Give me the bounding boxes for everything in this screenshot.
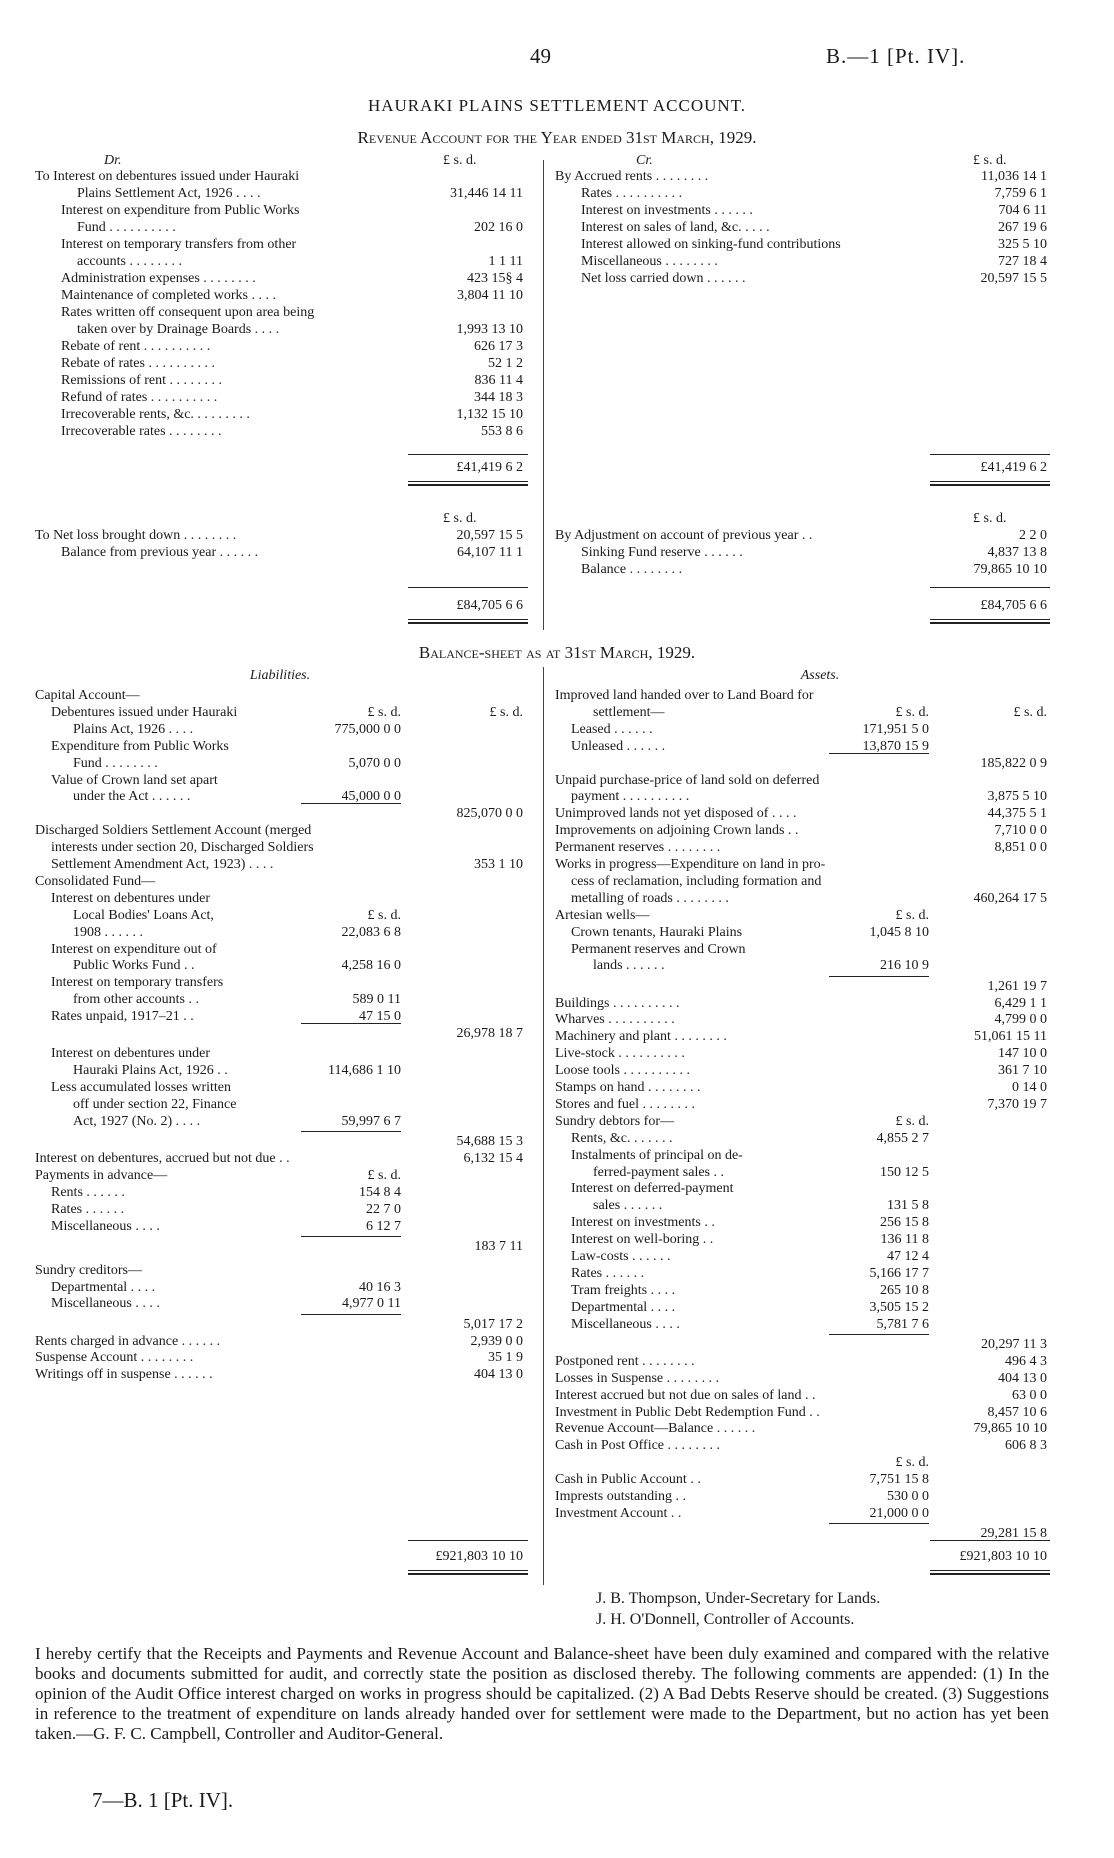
cr2-item-amount: 2 2 0 (1019, 528, 1047, 543)
liability-text: Interest on temporary transfers (51, 975, 224, 991)
liability-sub-amount: 4,977 0 11 (342, 1296, 401, 1312)
cr2-total-rule (930, 619, 1050, 620)
asset-amount: 79,865 10 10 (973, 1421, 1047, 1437)
dr-item-text: Interest on expenditure from Public Works (61, 203, 300, 218)
asset-text: Rents, &c. . . . . . . (571, 1130, 673, 1146)
asset-sub-amount: 131 5 8 (887, 1198, 929, 1214)
asset-text: settlement— (593, 704, 665, 720)
liability-text: Writings off in suspense . . . . . . (35, 1367, 213, 1383)
asset-sub-amount: 216 10 9 (880, 958, 929, 974)
asset-amount: £ s. d. (1013, 704, 1047, 720)
asset-text: Departmental . . . . (571, 1299, 676, 1315)
asset-text: Law-costs . . . . . . (571, 1249, 671, 1265)
asset-amount: 44,375 5 1 (987, 806, 1047, 822)
subtotal-rule (829, 753, 929, 754)
dr-item-text: Administration expenses . . . . . . . . (61, 271, 256, 286)
page-number: 49 (530, 44, 551, 68)
dr-item-text: Fund . . . . . . . . . . (77, 220, 176, 235)
liability-amount: 6,132 15 4 (463, 1151, 523, 1167)
dr-label: Dr. (104, 153, 122, 168)
liability-amount: 404 13 0 (474, 1367, 523, 1383)
assets-total-rule-top (930, 1540, 1050, 1541)
liability-text: Interest on debentures under (51, 890, 210, 906)
dr-item-amount: 836 11 4 (474, 373, 523, 388)
dr-item-amount: 3,804 11 10 (457, 288, 523, 303)
dr-item-text: Rebate of rent . . . . . . . . . . (61, 339, 211, 354)
dr-item-text: accounts . . . . . . . . (77, 254, 182, 269)
dr-total: £41,419 6 2 (456, 460, 523, 475)
liability-amount: 26,978 18 7 (456, 1026, 523, 1041)
cr-item-text: By Accrued rents . . . . . . . . (555, 169, 709, 184)
asset-text: Cash in Post Office . . . . . . . . (555, 1438, 721, 1454)
asset-text: Loose tools . . . . . . . . . . (555, 1063, 690, 1079)
asset-text: Rates . . . . . . (571, 1265, 645, 1281)
balance-sheet-subtitle: Balance-sheet as at 31st March, 1929. (418, 643, 696, 662)
liability-sub-amount: 59,997 6 7 (341, 1113, 401, 1129)
asset-sub-amount: 13,870 15 9 (862, 738, 929, 754)
cr-item-text: Interest on investments . . . . . . (581, 203, 753, 218)
asset-text: Interest on deferred-payment (571, 1181, 734, 1197)
asset-text: Miscellaneous . . . . (571, 1316, 680, 1332)
asset-text: Buildings . . . . . . . . . . (555, 995, 680, 1011)
asset-text: Stores and fuel . . . . . . . . (555, 1096, 695, 1112)
liability-text: Consolidated Fund— (35, 873, 156, 889)
asset-sub-amount: 7,751 15 8 (869, 1472, 929, 1488)
dr2-item-amount: 20,597 15 5 (456, 528, 523, 543)
asset-text: Revenue Account—Balance . . . . . . (555, 1421, 756, 1437)
subtotal-rule (301, 803, 401, 804)
asset-sub-amount: 1,045 8 10 (869, 924, 929, 940)
liability-sub-amount: 22 7 0 (366, 1201, 401, 1217)
dr2-item-amount: 64,107 11 1 (457, 545, 523, 560)
asset-text: Interest on well-boring . . (571, 1232, 714, 1248)
asset-sub-amount: 3,505 15 2 (869, 1299, 929, 1315)
dr-item-text: Rates written off consequent upon area being (61, 305, 315, 320)
liability-text: interests under section 20, Discharged Soldiers (51, 840, 314, 856)
cr-item-amount: 325 5 10 (998, 237, 1047, 252)
cr-item-amount: 20,597 15 5 (980, 271, 1047, 286)
liability-text: from other accounts . . (73, 992, 199, 1008)
liability-text: Capital Account— (35, 688, 140, 703)
liability-sub-amount: 775,000 0 0 (334, 721, 401, 737)
document-reference: B.—1 [Pt. IV]. (826, 44, 966, 68)
liab-total-rule-top (408, 1540, 528, 1541)
cr-subtotal-rule (930, 454, 1050, 455)
liability-text: Miscellaneous . . . . (51, 1218, 160, 1234)
asset-text: Leased . . . . . . (571, 721, 653, 737)
dr-item-amount: 202 16 0 (474, 220, 523, 235)
revenue-subtitle: Revenue Account for the Year ended 31st March, 1929. (357, 128, 757, 147)
asset-text: payment . . . . . . . . . . (571, 789, 690, 805)
dr-item-text: Plains Settlement Act, 1926 . . . . (77, 186, 261, 201)
dr-total-rule (408, 481, 528, 482)
asset-sub-amount: 47 12 4 (887, 1249, 929, 1265)
liability-text: Debentures issued under Hauraki (51, 704, 238, 720)
asset-text: Machinery and plant . . . . . . . . (555, 1029, 727, 1045)
liability-amount: 825,070 0 0 (456, 806, 523, 822)
liability-text: Sundry creditors— (35, 1262, 142, 1278)
audit-certificate: I hereby certify that the Receipts and Payments and Revenue Account and Balance-sheet have been duly examined and compared with the relative books and documents submitted for audit, and correctly state the position as disclosed thereby. The following comments are appended: (1) In the opinion of the Audit Office interest charged on works in progress should be capitalized. (2) A Bad Debts Reserve should be created. (3) Suggestions in reference to the treatment of expenditure on lands already handed over for settlement were made to the Department, but no action has yet been taken.—G. F. C. Campbell, Controller and Auditor-General. (35, 1644, 1049, 1743)
liability-text: Plains Act, 1926 . . . . (73, 721, 194, 737)
asset-sub-amount: £ s. d. (895, 907, 929, 923)
asset-amount: 185,822 0 9 (980, 755, 1047, 771)
dr-item-text: Rebate of rates . . . . . . . . . . (61, 356, 215, 371)
liability-text: Public Works Fund . . (73, 958, 195, 974)
asset-amount: 20,297 11 3 (981, 1336, 1047, 1352)
liability-sub-amount: 22,083 6 8 (341, 924, 401, 940)
liability-sub-amount: 114,686 1 10 (328, 1063, 401, 1079)
liability-text: Interest on debentures, accrued but not due . . (35, 1151, 290, 1167)
liab-total-rule (408, 1570, 528, 1571)
subtotal-rule (301, 1236, 401, 1237)
liability-amount: 2,939 0 0 (470, 1333, 523, 1349)
asset-amount: 460,264 17 5 (973, 890, 1047, 906)
asset-text: Improvements on adjoining Crown lands . . (555, 823, 799, 839)
dr-item-text: Irrecoverable rates . . . . . . . . (61, 424, 222, 439)
dr-item-amount: 1,132 15 10 (456, 407, 523, 422)
asset-amount: 404 13 0 (998, 1370, 1047, 1386)
liability-text: Rates . . . . . . (51, 1201, 125, 1217)
asset-amount: 51,061 15 11 (974, 1029, 1047, 1045)
asset-amount: 4,799 0 0 (994, 1012, 1047, 1028)
liability-sub-amount: £ s. d. (367, 704, 401, 720)
liability-text: Payments in advance— (35, 1167, 168, 1183)
liability-amount: 54,688 15 3 (456, 1134, 523, 1150)
liability-text: Miscellaneous . . . . (51, 1296, 160, 1312)
dr2-total-rule (408, 622, 528, 624)
asset-text: Unimproved lands not yet disposed of . . . . (555, 806, 797, 822)
assets-total-rule (930, 1570, 1050, 1571)
cr-item-amount: 11,036 14 1 (981, 169, 1047, 184)
liability-text: Discharged Soldiers Settlement Account (merged (35, 823, 312, 839)
cr2-item-text: Sinking Fund reserve . . . . . . (581, 545, 743, 560)
dr-item-amount: 1,993 13 10 (456, 322, 523, 337)
dr-item-amount: 553 8 6 (481, 424, 523, 439)
asset-text: Sundry debtors for— (555, 1113, 674, 1129)
cr-total: £41,419 6 2 (980, 460, 1047, 475)
cr-item-text: Miscellaneous . . . . . . . . (581, 254, 718, 269)
cr2-item-amount: 79,865 10 10 (973, 562, 1047, 577)
dr-item-text: Refund of rates . . . . . . . . . . (61, 390, 218, 405)
liability-sub-amount: 45,000 0 0 (341, 789, 401, 805)
cr-col-head: £ s. d. (973, 153, 1007, 168)
asset-text: Investment in Public Debt Redemption Fund . . (555, 1404, 820, 1420)
cr-item-amount: 7,759 6 1 (994, 186, 1047, 201)
balance-divider (543, 667, 544, 1585)
dr-item-amount: 423 15§ 4 (467, 271, 523, 286)
liability-text: Rents charged in advance . . . . . . (35, 1333, 221, 1349)
asset-text: Unpaid purchase-price of land sold on deferred (555, 772, 820, 788)
asset-text: Interest accrued but not due on sales of land . . (555, 1387, 816, 1403)
asset-text: Artesian wells— (555, 907, 650, 923)
liability-text: Value of Crown land set apart (51, 772, 218, 788)
dr-item-text: Irrecoverable rents, &c. . . . . . . . . (61, 407, 250, 422)
liability-text: Expenditure from Public Works (51, 738, 229, 754)
liability-sub-amount: £ s. d. (367, 907, 401, 923)
asset-text: lands . . . . . . (593, 958, 665, 974)
liability-amount: 35 1 9 (488, 1350, 523, 1366)
asset-amount: 7,710 0 0 (994, 823, 1047, 839)
liability-text: Rents . . . . . . (51, 1184, 125, 1200)
asset-sub-amount: 171,951 5 0 (862, 721, 929, 737)
asset-text: Postponed rent . . . . . . . . (555, 1353, 695, 1369)
asset-amount: 0 14 0 (1012, 1080, 1047, 1096)
asset-sub-amount: 5,166 17 7 (869, 1265, 929, 1281)
dr2-item-text: Balance from previous year . . . . . . (61, 545, 259, 560)
liab-total-rule (408, 1573, 528, 1575)
asset-sub-amount: 136 11 8 (880, 1232, 929, 1248)
asset-amount: 361 7 10 (998, 1063, 1047, 1079)
asset-amount: 496 4 3 (1005, 1353, 1047, 1369)
cr2-subtotal-rule (930, 587, 1050, 588)
asset-sub-amount: 530 0 0 (887, 1489, 929, 1505)
liability-sub-amount: 6 12 7 (366, 1218, 401, 1234)
cr2-col-head: £ s. d. (973, 511, 1007, 526)
asset-text: Imprests outstanding . . (555, 1489, 687, 1505)
dr-item-amount: 31,446 14 11 (450, 186, 523, 201)
liability-text: Settlement Amendment Act, 1923) . . . . (51, 857, 274, 872)
cr-item-text: Net loss carried down . . . . . . (581, 271, 746, 286)
asset-sub-amount: £ s. d. (895, 1455, 929, 1471)
liabilities-total: £921,803 10 10 (435, 1549, 523, 1564)
cr-total-rule (930, 484, 1050, 486)
liability-sub-amount: 589 0 11 (352, 992, 401, 1008)
asset-text: Crown tenants, Hauraki Plains (571, 924, 743, 940)
asset-text: ferred-payment sales . . (593, 1164, 724, 1180)
cr-item-text: Rates . . . . . . . . . . (581, 186, 683, 201)
assets-total: £921,803 10 10 (959, 1549, 1047, 1564)
dr2-item-text: To Net loss brought down . . . . . . . . (35, 528, 237, 543)
dr-item-amount: 1 1 11 (488, 254, 523, 269)
cr2-total: £84,705 6 6 (980, 598, 1047, 613)
asset-text: Works in progress—Expenditure on land in pro- (555, 857, 826, 872)
cr2-total-rule (930, 622, 1050, 624)
liability-text: Hauraki Plains Act, 1926 . . (73, 1063, 228, 1079)
asset-sub-amount: 265 10 8 (880, 1282, 929, 1298)
subtotal-rule (301, 1131, 401, 1132)
cr2-item-text: By Adjustment on account of previous year . . (555, 528, 813, 543)
asset-amount: 8,851 0 0 (994, 840, 1047, 856)
liability-text: Act, 1927 (No. 2) . . . . (73, 1113, 201, 1129)
asset-text: Wharves . . . . . . . . . . (555, 1012, 675, 1028)
revenue-divider (543, 160, 544, 630)
liability-sub-amount: 5,070 0 0 (348, 755, 401, 771)
asset-sub-amount: 256 15 8 (880, 1215, 929, 1231)
assets-total-rule (930, 1573, 1050, 1575)
liability-text: off under section 22, Finance (73, 1096, 237, 1112)
asset-amount: 6,429 1 1 (994, 995, 1047, 1011)
asset-text: Tram freights . . . . (571, 1282, 676, 1298)
subtotal-rule (301, 1023, 401, 1024)
dr2-subtotal-rule (408, 587, 528, 588)
liability-text: Local Bodies' Loans Act, (73, 907, 214, 923)
asset-text: Losses in Suspense . . . . . . . . (555, 1370, 720, 1386)
liability-text: Less accumulated losses written (51, 1080, 232, 1096)
liability-sub-amount: £ s. d. (367, 1167, 401, 1183)
dr2-total: £84,705 6 6 (456, 598, 523, 613)
cr-item-text: Interest allowed on sinking-fund contributions (581, 237, 841, 252)
asset-text: Permanent reserves and Crown (571, 941, 746, 957)
footer-reference: 7—B. 1 [Pt. IV]. (92, 1788, 234, 1812)
asset-text: sales . . . . . . (593, 1198, 663, 1214)
asset-sub-amount: £ s. d. (895, 1113, 929, 1129)
dr2-col-head: £ s. d. (443, 511, 477, 526)
asset-text: Permanent reserves . . . . . . . . (555, 840, 721, 856)
liability-amount: £ s. d. (489, 704, 523, 720)
liabilities-label: Liabilities. (249, 668, 311, 683)
asset-amount: 8,457 10 6 (987, 1404, 1047, 1420)
dr-item-amount: 626 17 3 (474, 339, 523, 354)
asset-amount: 3,875 5 10 (987, 789, 1047, 805)
liability-sub-amount: 154 8 4 (359, 1184, 401, 1200)
asset-text: Interest on investments . . (571, 1215, 715, 1231)
asset-amount: 63 0 0 (1012, 1387, 1047, 1403)
cr2-item-amount: 4,837 13 8 (987, 545, 1047, 560)
signature-lands: J. B. Thompson, Under-Secretary for Lands. (596, 1590, 881, 1607)
cr-total-rule (930, 481, 1050, 482)
dr-item-text: Maintenance of completed works . . . . (61, 288, 276, 303)
asset-sub-amount: 4,855 2 7 (876, 1130, 929, 1146)
asset-text: Stamps on hand . . . . . . . . (555, 1080, 701, 1096)
liability-amount: 5,017 17 2 (463, 1316, 523, 1332)
asset-text: Cash in Public Account . . (555, 1472, 701, 1488)
dr-item-text: Remissions of rent . . . . . . . . (61, 373, 222, 388)
dr-item-text: Interest on temporary transfers from other (61, 237, 297, 252)
dr2-total-rule (408, 619, 528, 620)
liability-amount: 353 1 10 (474, 857, 523, 872)
asset-text: metalling of roads . . . . . . . . (571, 890, 729, 906)
liability-text: Interest on debentures under (51, 1046, 210, 1062)
liability-text: Fund . . . . . . . . (73, 755, 158, 771)
liability-text: Suspense Account . . . . . . . . (35, 1350, 194, 1366)
asset-text: Live-stock . . . . . . . . . . (555, 1046, 685, 1062)
liability-text: Rates unpaid, 1917–21 . . (51, 1009, 194, 1025)
asset-amount: 1,261 19 7 (987, 978, 1047, 994)
asset-text: Improved land handed over to Land Board for (555, 688, 814, 703)
subtotal-rule (829, 1523, 929, 1524)
subtotal-rule (301, 1314, 401, 1315)
dr-item-text: taken over by Drainage Boards . . . . (77, 322, 280, 337)
asset-text: cess of reclamation, including formation and (571, 873, 822, 889)
asset-sub-amount: 150 12 5 (880, 1164, 929, 1180)
subtotal-rule (829, 976, 929, 977)
asset-amount: 29,281 15 8 (980, 1526, 1047, 1542)
liability-text: 1908 . . . . . . (73, 924, 143, 940)
assets-label: Assets. (800, 668, 840, 683)
asset-amount: 7,370 19 7 (987, 1096, 1047, 1112)
page-title: HAURAKI PLAINS SETTLEMENT ACCOUNT. (367, 96, 747, 115)
cr2-item-text: Balance . . . . . . . . (581, 562, 683, 577)
liability-text: Departmental . . . . (51, 1279, 156, 1295)
cr-item-amount: 727 18 4 (998, 254, 1047, 269)
dr-col-head: £ s. d. (443, 153, 477, 168)
cr-item-text: Interest on sales of land, &c. . . . . (581, 220, 770, 235)
subtotal-rule (829, 1334, 929, 1335)
asset-sub-amount: 5,781 7 6 (876, 1316, 929, 1332)
asset-amount: 147 10 0 (998, 1046, 1047, 1062)
asset-sub-amount: £ s. d. (895, 704, 929, 720)
asset-sub-amount: 21,000 0 0 (869, 1505, 929, 1521)
dr-total-rule (408, 484, 528, 486)
asset-text: Instalments of principal on de- (571, 1147, 743, 1163)
cr-item-amount: 704 6 11 (998, 203, 1047, 218)
asset-text: Unleased . . . . . . (571, 738, 666, 754)
liability-text: Interest on expenditure out of (51, 941, 217, 957)
asset-text: Investment Account . . (555, 1505, 682, 1521)
asset-amount: 606 8 3 (1005, 1438, 1047, 1454)
liability-sub-amount: 40 16 3 (359, 1279, 401, 1295)
dr-item-amount: 52 1 2 (488, 356, 523, 371)
dr-item-amount: 344 18 3 (474, 390, 523, 405)
liability-sub-amount: 4,258 16 0 (341, 958, 401, 974)
liability-sub-amount: 47 15 0 (359, 1009, 401, 1025)
dr-subtotal-rule (408, 454, 528, 455)
cr-label: Cr. (636, 153, 653, 168)
liability-text: under the Act . . . . . . (73, 789, 191, 805)
signature-accounts: J. H. O'Donnell, Controller of Accounts. (596, 1611, 855, 1628)
dr-item-text: To Interest on debentures issued under Hauraki (35, 169, 300, 184)
cr-item-amount: 267 19 6 (998, 220, 1047, 235)
liability-amount: 183 7 11 (474, 1238, 523, 1254)
